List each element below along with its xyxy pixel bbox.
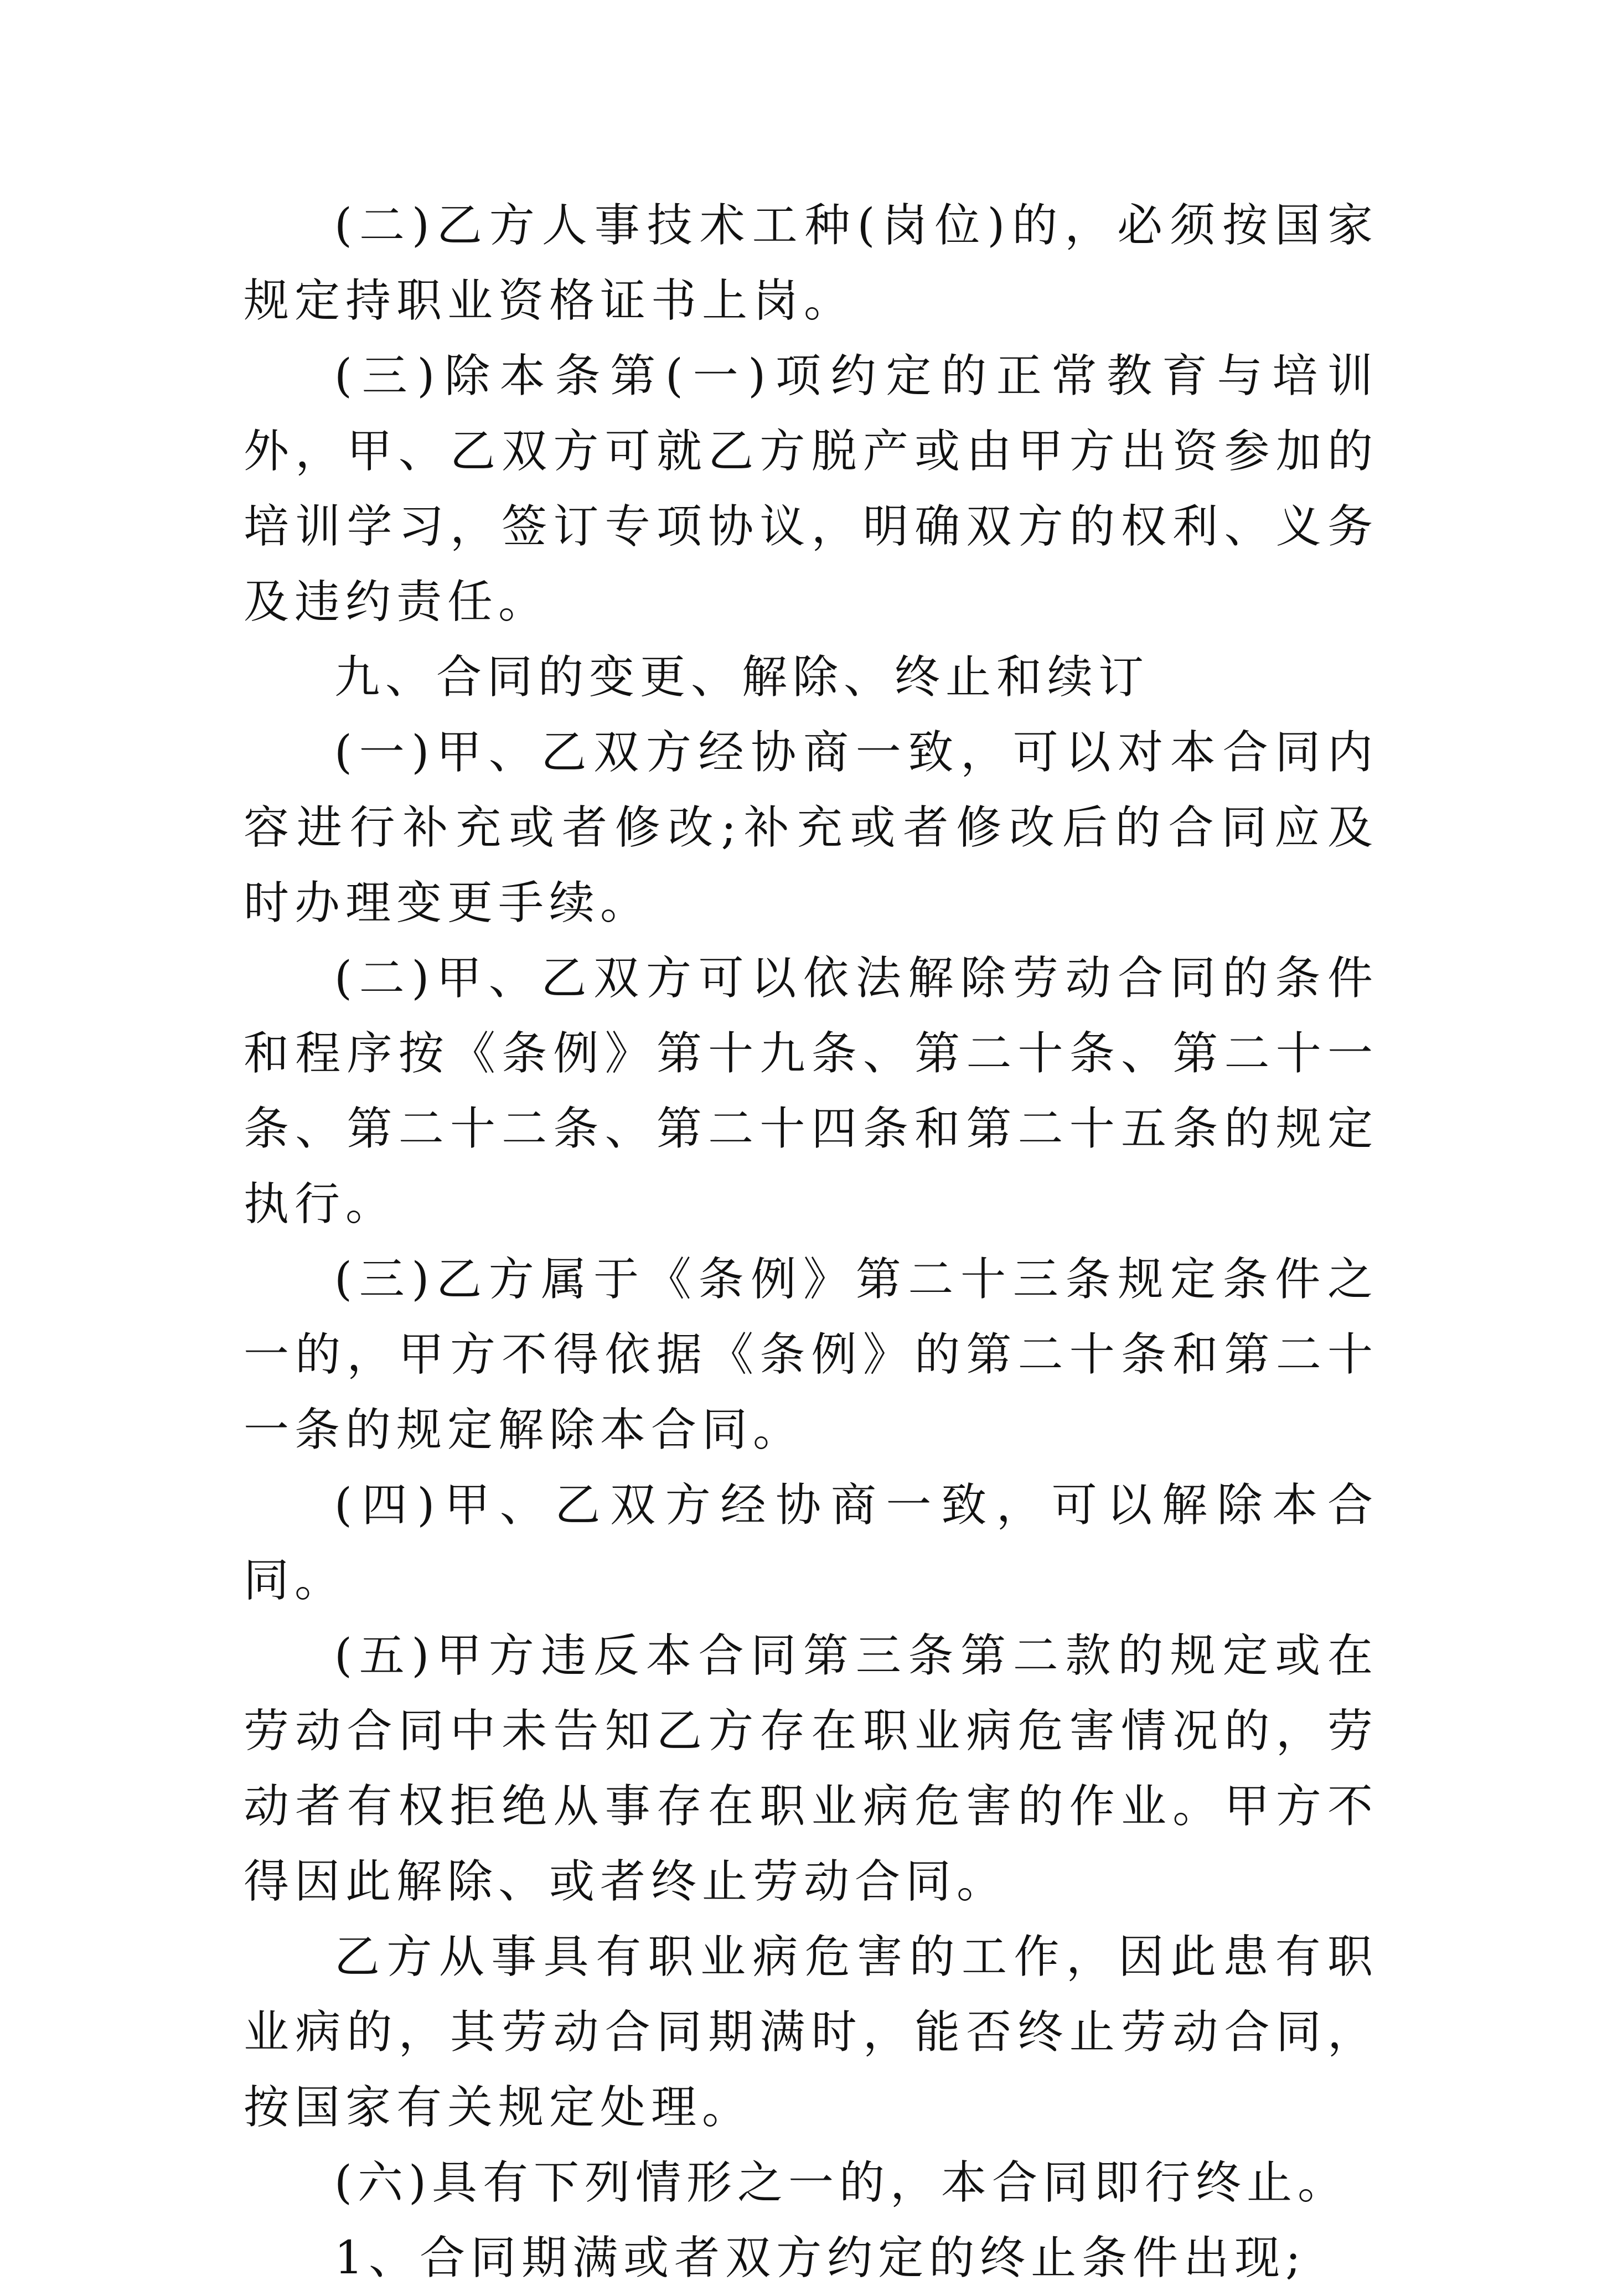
paragraph-9-2-termination-procedure: (二)甲、乙双方可以依法解除劳动合同的条件和程序按《条例》第十九条、第二十条、第二十一条、第二十二条、第二十四条和第二十五条的规定执行。 (244, 952, 1378, 1230)
paragraph-item-3-training-agreement: (三)除本条第(一)项约定的正常教育与培训外，甲、乙双方可就乙方脱产或由甲方出资参加的培训学习，签订专项协议，明确双方的权利、义务及违约责任。 (244, 350, 1378, 628)
paragraph-termination-item-1: 1、合同期满或者双方约定的终止条件出现; (334, 2232, 1306, 2284)
document-body (244, 188, 1378, 2296)
paragraph-9-3-restriction: (三)乙方属于《条例》第二十三条规定条件之一的，甲方不得依据《条例》的第二十条和第二十一条的规定解除本合同。 (244, 1253, 1378, 1456)
section-heading-9: 九、合同的变更、解除、终止和续订 (334, 651, 1150, 704)
paragraph-9-6-termination-conditions: (六)具有下列情形之一的，本合同即行终止。 (334, 2157, 1348, 2209)
paragraph-item-2-qualification: (二)乙方人事技术工种(岗位)的，必须按国家规定持职业资格证书上岗。 (244, 199, 1378, 327)
paragraph-9-1-amendment: (一)甲、乙双方经协商一致，可以对本合同内容进行补充或者修改;补充或者修改后的合同应及时办理变更手续。 (244, 726, 1378, 929)
paragraph-9-4-mutual-termination: (四)甲、乙双方经协商一致，可以解除本合同。 (244, 1479, 1378, 1607)
paragraph-occupational-disease: 乙方从事具有职业病危害的工作，因此患有职业病的，其劳动合同期满时，能否终止劳动合同，按国家有关规定处理。 (244, 1931, 1378, 2134)
paragraph-9-5-occupational-hazard: (五)甲方违反本合同第三条第二款的规定或在劳动合同中未告知乙方存在职业病危害情况的，劳动者有权拒绝从事存在职业病危害的作业。甲方不得因此解除、或者终止劳动合同。 (244, 1630, 1378, 1908)
